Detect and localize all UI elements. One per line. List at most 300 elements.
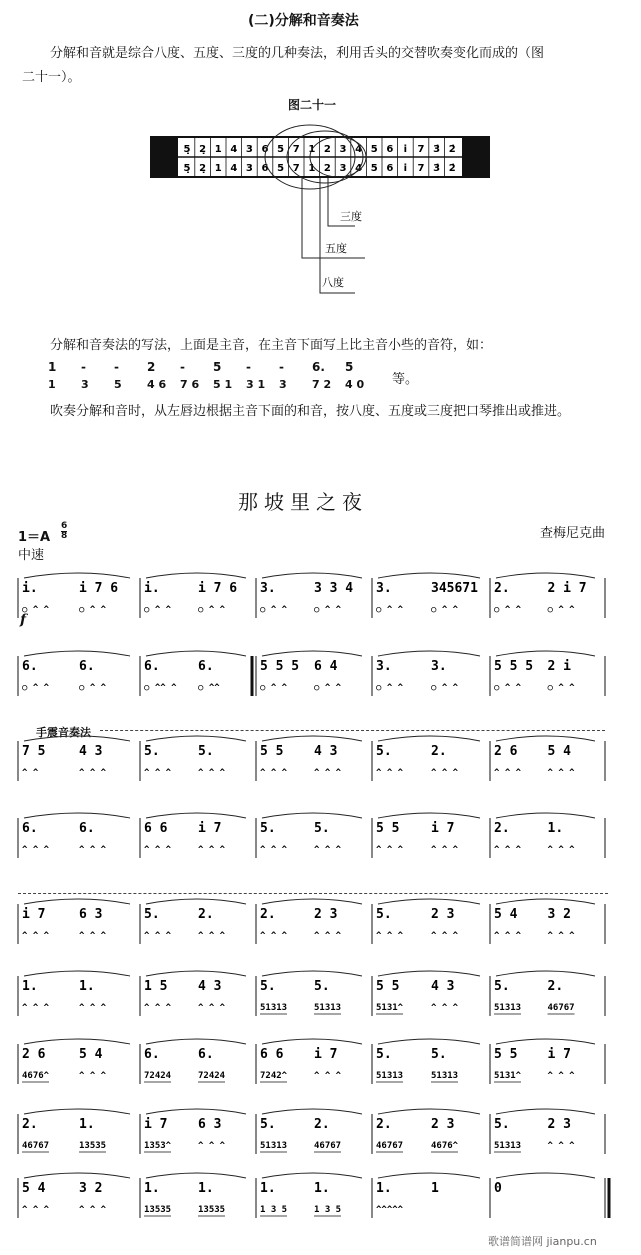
melody-note: 5.	[144, 744, 160, 759]
melody-note: 5 4	[494, 907, 518, 922]
tempo-marking: 中速	[18, 548, 45, 563]
measure	[260, 573, 362, 615]
tie-arc	[378, 573, 480, 578]
melody-note: 5 4	[22, 1181, 46, 1196]
accompaniment: ^ ^ ^	[547, 1141, 575, 1151]
melody-note: 5 4	[547, 744, 571, 759]
hole-label-bottom: 7	[292, 163, 300, 174]
tie-arc	[262, 971, 362, 976]
accompaniment: ^ ^ ^	[547, 768, 575, 778]
melody-note: 6.	[144, 659, 160, 674]
melody-note: 1	[431, 1181, 439, 1196]
label-third: 三度	[340, 210, 362, 223]
melody-note: 1.	[547, 821, 564, 836]
measure	[22, 1109, 130, 1152]
accompaniment: ^ ^ ^	[431, 931, 459, 941]
accompaniment: 51313	[260, 1141, 288, 1151]
melody-note: 5.	[314, 821, 330, 836]
accompaniment: ^ ^ ^	[547, 845, 575, 855]
hole-label-bottom: 4	[230, 163, 238, 174]
melody-note: 2 6	[494, 744, 518, 759]
measure	[260, 1109, 362, 1152]
hole-label-bottom: 5	[370, 163, 378, 174]
accompaniment: ○ ^ ^	[376, 683, 404, 693]
measure	[376, 813, 480, 855]
melody-note: i.	[22, 581, 38, 596]
accompaniment: ^ ^	[22, 768, 39, 778]
score-row	[18, 651, 605, 696]
tie-arc	[146, 899, 246, 904]
melody-note: i 7 6	[198, 581, 238, 596]
accompaniment: ○ ^ ^	[431, 683, 459, 693]
melody-note: 2.	[494, 581, 510, 596]
measure	[376, 1109, 480, 1152]
accompaniment: ○ ^ ^	[260, 605, 288, 615]
accompaniment: ^ ^ ^	[431, 1003, 459, 1013]
tie-arc	[24, 573, 130, 578]
tie-arc	[146, 1039, 246, 1044]
hole-label-top: 6	[386, 144, 394, 155]
hole-label-bottom: 7	[417, 163, 425, 174]
accompaniment: 72424	[198, 1071, 226, 1081]
melody-note: 2.	[431, 744, 447, 759]
melody-note: 5 5	[376, 979, 400, 994]
accompaniment: 46767	[22, 1141, 50, 1151]
hole-label-bottom: 3	[245, 163, 253, 174]
accompaniment: 1 3 5	[314, 1205, 342, 1215]
tie-arc	[262, 651, 362, 656]
accompaniment: 51313	[494, 1141, 522, 1151]
measure	[260, 651, 362, 693]
accompaniment: ○ ^ ^	[431, 605, 459, 615]
melody-note: 6.	[79, 821, 95, 836]
hole-label-top: 2̣	[199, 144, 207, 155]
accompaniment: ^ ^ ^	[376, 768, 404, 778]
accompaniment: ○ ^ ^	[494, 605, 522, 615]
melody-note: 4 3	[431, 979, 455, 994]
hole-label-top: 7	[417, 144, 425, 155]
accompaniment: ○ ^ ^	[314, 683, 342, 693]
tie-arc	[378, 813, 480, 818]
melody-note: i 7	[431, 821, 455, 836]
hole-label-bottom: 4	[355, 163, 363, 174]
melody-note: 6.	[79, 659, 95, 674]
example-note: 2	[147, 360, 156, 374]
melody-note: 3.	[431, 659, 447, 674]
hole-label-top: 3	[339, 144, 347, 155]
measure	[22, 1039, 130, 1082]
tie-arc	[262, 573, 362, 578]
melody-note: i 7	[547, 1047, 571, 1062]
accompaniment: ^ ^ ^	[22, 845, 50, 855]
accompaniment: ^ ^ ^	[431, 845, 459, 855]
measure	[144, 971, 246, 1013]
melody-note: 5.	[494, 1117, 510, 1132]
tie-arc	[24, 971, 130, 976]
hole-label-top: 6	[261, 144, 269, 155]
melody-note: 3 3 4	[314, 581, 354, 596]
accompaniment: 51313	[260, 1003, 288, 1013]
melody-note: 3 2	[547, 907, 571, 922]
accompaniment: ○ ^ ^	[494, 683, 522, 693]
melody-note: 1.	[314, 1181, 330, 1196]
tie-arc	[146, 651, 246, 656]
accompaniment: ^ ^ ^	[79, 1071, 107, 1081]
hole-label-bottom: 1	[308, 163, 316, 174]
accompaniment: 13535	[144, 1205, 172, 1215]
score-row	[18, 736, 605, 781]
melody-note: 4 3	[314, 744, 338, 759]
accompaniment: 1 3 5	[260, 1205, 288, 1215]
accompaniment: ^ ^ ^	[314, 768, 342, 778]
measure	[22, 971, 130, 1013]
melody-note: 5 5 5	[260, 659, 300, 674]
tie-arc	[146, 813, 246, 818]
accompaniment: ^ ^ ^	[198, 845, 226, 855]
measure	[494, 1109, 595, 1152]
measure	[494, 1173, 595, 1196]
melody-note: 1.	[79, 1117, 95, 1132]
measure	[144, 899, 246, 941]
melody-note: 2 3	[547, 1117, 571, 1132]
melody-note: 3.	[376, 581, 392, 596]
example-note: 3 1	[246, 378, 266, 391]
accompaniment: ○ ^ ^	[547, 605, 575, 615]
melody-note: 4 3	[198, 979, 222, 994]
tie-arc	[24, 651, 130, 656]
accompaniment: ^ ^ ^	[260, 845, 288, 855]
accompaniment: ^ ^ ^	[376, 931, 404, 941]
tie-arc	[262, 1173, 362, 1178]
melody-note: 6.	[198, 1047, 214, 1062]
accompaniment: ^ ^ ^	[22, 1003, 50, 1013]
melody-note: 5 5	[494, 1047, 518, 1062]
tie-arc	[24, 1173, 130, 1178]
measure	[376, 971, 480, 1014]
hole-label-top: 2̇	[448, 144, 456, 155]
example-note: 6.	[312, 360, 325, 374]
measure	[260, 736, 362, 778]
accompaniment: ○ ^ ^	[79, 605, 107, 615]
accompaniment: ^ ^ ^	[494, 931, 522, 941]
tie-arc	[378, 651, 480, 656]
measure	[144, 1109, 246, 1152]
hole-label-bottom: 3	[339, 163, 347, 174]
melody-note: 5.	[144, 907, 160, 922]
accompaniment: ^ ^ ^	[144, 768, 172, 778]
measure	[376, 573, 480, 615]
melody-note: 1.	[144, 1181, 160, 1196]
score-row	[18, 813, 605, 858]
accompaniment: ^ ^ ^	[79, 1205, 107, 1215]
measure	[376, 736, 480, 778]
measure	[494, 736, 595, 778]
hole-label-bottom: 2	[323, 163, 331, 174]
tie-arc	[378, 971, 480, 976]
tie-arc	[496, 971, 595, 976]
tie-arc	[496, 736, 595, 741]
accompaniment: 13535	[198, 1205, 226, 1215]
tie-arc	[262, 899, 362, 904]
tie-arc	[146, 736, 246, 741]
example-note: 7 2	[312, 378, 332, 391]
measure	[144, 1173, 246, 1216]
accompaniment: ○ ^ ^	[22, 605, 50, 615]
melody-note: 6 6	[260, 1047, 284, 1062]
tie-arc	[496, 1039, 595, 1044]
notation-explanation: 分解和音奏法的写法，上面是主音，在主音下面写上比主音小些的音符，如：	[50, 338, 493, 353]
tie-arc	[378, 1173, 480, 1178]
melody-note: 3.	[260, 581, 276, 596]
accompaniment: 46767	[547, 1003, 575, 1013]
melody-note: 5.	[431, 1047, 447, 1062]
tie-arc	[496, 899, 595, 904]
melody-note: 2.	[22, 1117, 38, 1132]
hole-label-bottom: 3̇	[433, 163, 441, 174]
accompaniment: ○ ^ ^	[79, 683, 107, 693]
accompaniment: ^ ^ ^	[144, 1003, 172, 1013]
measure	[22, 736, 130, 778]
measure	[144, 736, 246, 778]
melody-note: 2 i 7	[547, 581, 587, 596]
hole-label-top: 3̇	[433, 144, 441, 155]
melody-note: 2.	[376, 1117, 392, 1132]
measure	[260, 1039, 362, 1082]
tie-arc	[496, 1109, 595, 1114]
accompaniment: ○ ^ ^	[144, 605, 172, 615]
tie-arc	[378, 1039, 480, 1044]
label-octave: 八度	[322, 276, 344, 289]
melody-note: 5.	[260, 979, 276, 994]
tie-arc	[496, 573, 595, 578]
key-signature: 1＝A	[18, 530, 51, 545]
score-row	[18, 971, 605, 1016]
hole-label-bottom: 6	[261, 163, 269, 174]
accompaniment: ^ ^ ^	[22, 931, 50, 941]
tie-arc	[262, 813, 362, 818]
hole-label-top: 3	[245, 144, 253, 155]
tie-arc	[262, 736, 362, 741]
song-title: 那坡里之夜	[238, 490, 368, 514]
melody-note: 4 3	[79, 744, 103, 759]
hole-label-bottom: 5	[277, 163, 285, 174]
accompaniment: ^ ^ ^	[198, 768, 226, 778]
accompaniment: 7242^	[260, 1071, 288, 1081]
hole-label-top: 2	[323, 144, 331, 155]
melody-note: 3.	[376, 659, 392, 674]
accompaniment: ○ ^^	[198, 683, 220, 693]
score-row	[18, 573, 605, 618]
measure	[260, 899, 362, 941]
tie-arc	[262, 1039, 362, 1044]
melody-note: 5.	[376, 744, 392, 759]
intro-line-1: 分解和音就是综合八度、五度、三度的几种奏法，利用舌头的交替吹奏变化而成的（图	[50, 46, 545, 61]
hole-label-bottom: 2̇	[448, 163, 456, 174]
melody-note: i 7 6	[79, 581, 119, 596]
accompaniment: ^ ^ ^	[79, 931, 107, 941]
melody-note: 1.	[198, 1181, 214, 1196]
accompaniment: 5131^	[376, 1003, 404, 1013]
melody-note: 7 5	[22, 744, 46, 759]
measure	[376, 1173, 480, 1215]
hole-label-top: 4	[355, 144, 363, 155]
tie-arc	[496, 1173, 595, 1178]
accompaniment: 51313	[314, 1003, 342, 1013]
accompaniment: ^ ^ ^	[198, 1003, 226, 1013]
figure-caption: 图二十一	[288, 98, 337, 112]
accompaniment: ^ ^ ^	[494, 768, 522, 778]
tie-arc	[146, 573, 246, 578]
melody-note: 2 i	[547, 659, 571, 674]
measure	[22, 651, 130, 693]
example-note: 1	[48, 360, 57, 374]
tie-arc	[24, 813, 130, 818]
melody-note: 6 4	[314, 659, 338, 674]
melody-note: 5.	[494, 979, 510, 994]
label-fifth: 五度	[325, 242, 347, 255]
melody-note: 5 4	[79, 1047, 103, 1062]
example-note: 5	[114, 378, 122, 391]
melody-note: 2 3	[431, 1117, 455, 1132]
melody-note: 1.	[22, 979, 38, 994]
tie-arc	[262, 1109, 362, 1114]
example-note: 3	[81, 378, 89, 391]
accompaniment: ^ ^ ^	[547, 931, 575, 941]
score-row	[18, 1173, 595, 1218]
tie-arc	[496, 813, 595, 818]
accompaniment: ○ ^ ^	[260, 683, 288, 693]
hole-label-top: 7	[292, 144, 300, 155]
time-top: 6	[61, 521, 68, 531]
accompaniment: ^ ^ ^	[79, 768, 107, 778]
accompaniment: ○ ^ ^	[376, 605, 404, 615]
measure	[22, 573, 130, 615]
accompaniment: 4676^	[22, 1071, 50, 1081]
measure	[144, 573, 246, 615]
accompaniment: ^ ^ ^	[314, 1071, 342, 1081]
melody-note: 5.	[314, 979, 330, 994]
accompaniment: ○ ^ ^	[547, 683, 575, 693]
melody-note: 345671	[431, 581, 478, 596]
example-note: 7 6	[180, 378, 200, 391]
hole-label-top: 5̣	[183, 144, 191, 155]
example-note: -	[180, 360, 185, 374]
harmonica-figure	[150, 118, 490, 298]
hole-label-top: 1	[308, 144, 316, 155]
melody-note: 2 3	[314, 907, 338, 922]
measure	[494, 651, 595, 693]
accompaniment: ○ ^ ^	[198, 605, 226, 615]
melody-note: 6 6	[144, 821, 168, 836]
accompaniment: ^ ^ ^	[79, 1003, 107, 1013]
composer: 查梅尼克曲	[540, 526, 606, 541]
melody-note: 1 5	[144, 979, 168, 994]
melody-note: 6 3	[198, 1117, 222, 1132]
example-note: 4 6	[147, 378, 167, 391]
melody-note: 6.	[144, 1047, 160, 1062]
example-note: 1	[48, 378, 56, 391]
accompaniment: 46767	[376, 1141, 404, 1151]
melody-note: 5.	[260, 821, 276, 836]
measure	[494, 813, 595, 855]
accompaniment: 51313	[376, 1071, 404, 1081]
accompaniment: 46767	[314, 1141, 342, 1151]
melody-note: i 7	[22, 907, 46, 922]
melody-note: 5 5	[260, 744, 284, 759]
melody-note: 2.	[198, 907, 214, 922]
accompaniment: ^ ^ ^	[22, 1205, 50, 1215]
melody-note: 5 5	[376, 821, 400, 836]
accompaniment: ^ ^ ^	[144, 845, 172, 855]
measure	[376, 1039, 480, 1082]
accompaniment: 5131^	[494, 1071, 522, 1081]
measure	[260, 813, 362, 855]
score	[0, 560, 641, 1220]
accompaniment: ^ ^ ^	[260, 931, 288, 941]
playing-instruction: 吹奏分解和音时，从左唇边根据主音下面的和音，按八度、五度或三度把口琴推出或推进。	[50, 404, 571, 419]
accompaniment: 1353^	[144, 1141, 172, 1151]
melody-note: 1.	[376, 1181, 392, 1196]
tie-arc	[24, 736, 130, 741]
melody-note: i 7	[144, 1117, 168, 1132]
accompaniment: ^ ^ ^	[314, 845, 342, 855]
accompaniment: ^ ^ ^	[198, 1141, 226, 1151]
accompaniment: ^ ^ ^	[431, 768, 459, 778]
measure	[494, 1039, 595, 1082]
melody-note: 1.	[79, 979, 95, 994]
example-note: 3	[279, 378, 287, 391]
tie-arc	[24, 1109, 130, 1114]
melody-note: 2.	[494, 821, 510, 836]
tie-arc	[496, 651, 595, 656]
accompaniment: 13535	[79, 1141, 107, 1151]
notation-example	[48, 360, 408, 396]
hole-label-top: 4	[230, 144, 238, 155]
accompaniment: ^ ^ ^	[260, 768, 288, 778]
measure	[494, 899, 595, 941]
hole-label-bottom: 5̣	[183, 163, 191, 174]
melody-note: 2.	[260, 907, 276, 922]
melody-note: 6.	[22, 659, 38, 674]
hole-label-top: i	[403, 144, 408, 155]
accompaniment: 51313	[431, 1071, 459, 1081]
melody-note: 2.	[314, 1117, 330, 1132]
example-note: 5 1	[213, 378, 233, 391]
melody-note: 6.	[198, 659, 214, 674]
measure	[144, 651, 246, 693]
tie-arc	[146, 971, 246, 976]
accompaniment: ^^^^^	[376, 1205, 404, 1215]
measure	[22, 1173, 130, 1215]
example-note: -	[114, 360, 119, 374]
accompaniment: 51313	[494, 1003, 522, 1013]
accompaniment: ^ ^ ^	[198, 931, 226, 941]
tie-arc	[378, 899, 480, 904]
time-signature	[61, 522, 67, 541]
accompaniment: ^ ^ ^	[376, 845, 404, 855]
score-row	[18, 899, 605, 944]
melody-note: 0	[494, 1181, 502, 1196]
score-row	[18, 1109, 605, 1154]
melody-note: 3 2	[79, 1181, 103, 1196]
melody-note: 1.	[260, 1181, 276, 1196]
accompaniment: ^ ^ ^	[79, 845, 107, 855]
tie-arc	[378, 1109, 480, 1114]
measure	[22, 813, 130, 855]
accompaniment: 72424	[144, 1071, 172, 1081]
melody-note: 2 3	[431, 907, 455, 922]
dynamic-marking: f	[20, 612, 27, 628]
